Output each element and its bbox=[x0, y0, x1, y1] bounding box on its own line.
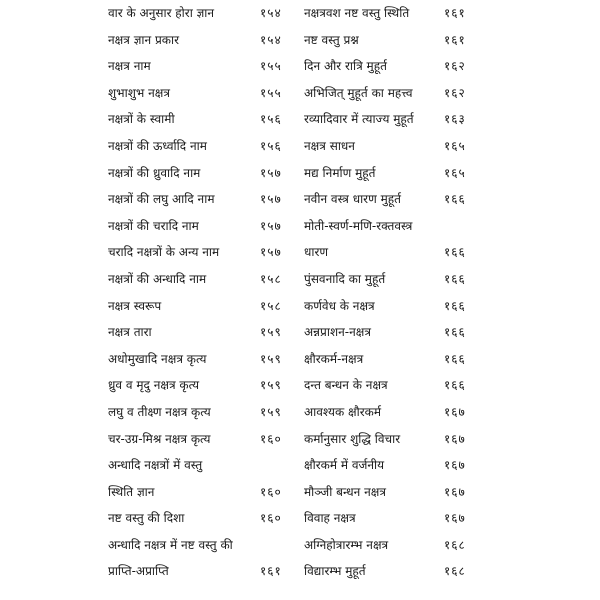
toc-entry-title: आवश्यक क्षौरकर्म bbox=[304, 404, 382, 419]
toc-entry bbox=[304, 213, 480, 240]
toc-entry-page: १६८ bbox=[444, 564, 466, 579]
toc-entry-page: १६१ bbox=[444, 6, 466, 20]
toc-entry bbox=[108, 319, 298, 346]
toc-entry-page: १५८ bbox=[260, 298, 282, 313]
toc-entry-title: शुभाशुभ नक्षत्र bbox=[108, 85, 171, 100]
toc-entry-title: नक्षत्रों की ध्रुवादि नाम bbox=[108, 165, 201, 180]
toc-entry-title: नक्षत्रों के स्वामी bbox=[108, 112, 175, 127]
toc-entry-page: १५६ bbox=[260, 138, 282, 153]
toc-entry-title: अन्धादि नक्षत्र में नष्ट वस्तु की bbox=[108, 537, 233, 552]
toc-entry bbox=[304, 346, 480, 373]
toc-entry bbox=[108, 452, 298, 479]
toc-entry-page: १६७ bbox=[444, 511, 466, 526]
toc-entry-title: स्थिति ज्ञान bbox=[108, 484, 155, 499]
toc-entry bbox=[304, 452, 480, 479]
toc-entry-title: ध्रुव व मृदु नक्षत्र कृत्य bbox=[108, 378, 200, 393]
toc-entry-page: १६६ bbox=[444, 192, 466, 207]
toc-entry-page: १६७ bbox=[444, 431, 466, 446]
toc-entry-page: १५९ bbox=[260, 325, 282, 340]
toc-entry-title: अधोमुखादि नक्षत्र कृत्य bbox=[108, 351, 207, 366]
toc-entry-title: अग्निहोत्रारम्भ नक्षत्र bbox=[304, 537, 389, 552]
toc-entry bbox=[108, 213, 298, 240]
toc-entry-title: अन्नप्राशन-नक्षत्र bbox=[304, 325, 371, 340]
toc-entry bbox=[108, 346, 298, 373]
toc-entry-page: १६० bbox=[260, 511, 282, 526]
toc-entry bbox=[108, 106, 298, 133]
toc-entry bbox=[108, 426, 298, 453]
toc-entry bbox=[108, 293, 298, 320]
toc-entry-title: मद्य निर्माण मुहूर्त bbox=[304, 165, 376, 180]
toc-entry-title: अभिजित् मुहूर्त का महत्त्व bbox=[304, 85, 413, 100]
toc-entry-title: नक्षत्रों की ऊर्ध्वादि नाम bbox=[108, 138, 207, 153]
toc-entry-page: १६६ bbox=[444, 245, 466, 260]
toc-entry-title: नक्षत्र ज्ञान प्रकार bbox=[108, 32, 180, 47]
toc-entry-title: नक्षत्रवश नष्ट वस्तु स्थिति bbox=[304, 6, 410, 20]
toc-entry-title: नक्षत्र नाम bbox=[108, 59, 151, 74]
toc-entry-title: नष्ट वस्तु की दिशा bbox=[108, 511, 185, 526]
toc-entry-page: १६८ bbox=[444, 537, 466, 552]
toc-entry-title: नक्षत्रों की अन्धादि नाम bbox=[108, 271, 207, 286]
toc-entry bbox=[108, 186, 298, 213]
toc-entry-page: १६६ bbox=[444, 271, 466, 286]
toc-entry-page: १६६ bbox=[444, 325, 466, 340]
toc-entry-page: १५६ bbox=[260, 112, 282, 127]
toc-entry-page: १५९ bbox=[260, 378, 282, 393]
toc-entry bbox=[108, 53, 298, 80]
toc-entry bbox=[304, 106, 480, 133]
toc-entry-title: विवाह नक्षत्र bbox=[304, 511, 356, 526]
toc-left-column bbox=[108, 0, 298, 585]
toc-entry bbox=[108, 558, 298, 585]
toc-entry-page: १५४ bbox=[260, 32, 282, 47]
toc-entry-title: दन्त बन्धन के नक्षत्र bbox=[304, 378, 388, 393]
toc-entry-title: क्षौरकर्म-नक्षत्र bbox=[304, 351, 364, 366]
toc-entry bbox=[304, 293, 480, 320]
toc-entry bbox=[304, 133, 480, 160]
toc-entry-title: पुंसवनादि का मुहूर्त bbox=[304, 271, 386, 286]
toc-entry bbox=[304, 532, 480, 559]
toc-entry-title: मौञ्जी बन्धन नक्षत्र bbox=[304, 484, 387, 499]
toc-entry bbox=[304, 53, 480, 80]
toc-entry-title: नक्षत्र स्वरूप bbox=[108, 298, 162, 313]
toc-entry-page: १६० bbox=[260, 431, 282, 446]
toc-entry-page: १६६ bbox=[444, 298, 466, 313]
toc-entry-title: नक्षत्र साधन bbox=[304, 138, 355, 153]
toc-entry bbox=[304, 319, 480, 346]
toc-entry bbox=[108, 160, 298, 187]
toc-entry-title: धारण bbox=[304, 245, 329, 260]
toc-entry bbox=[304, 426, 480, 453]
toc-entry-page: १५९ bbox=[260, 404, 282, 419]
toc-entry bbox=[304, 558, 480, 585]
toc-entry bbox=[108, 0, 298, 27]
toc-entry bbox=[304, 160, 480, 187]
toc-entry-page: १६७ bbox=[444, 404, 466, 419]
toc-entry-page: १६५ bbox=[444, 165, 466, 180]
toc-entry-title: विद्यारम्भ मुहूर्त bbox=[304, 564, 366, 579]
toc-entry-page: १६२ bbox=[444, 59, 466, 74]
toc-entry-title: क्षौरकर्म में वर्जनीय bbox=[304, 458, 385, 473]
toc-entry-page: १६७ bbox=[444, 484, 466, 499]
toc-entry-title: रव्यादिवार में त्याज्य मुहूर्त bbox=[304, 112, 414, 127]
toc-entry bbox=[304, 399, 480, 426]
toc-entry bbox=[108, 372, 298, 399]
toc-entry bbox=[304, 239, 480, 266]
toc-entry-page: १६१ bbox=[260, 564, 282, 579]
toc-entry bbox=[304, 505, 480, 532]
toc-entry-page: १५७ bbox=[260, 192, 282, 207]
toc-entry bbox=[108, 399, 298, 426]
toc-entry-page: १५७ bbox=[260, 245, 282, 260]
toc-entry-page: १६७ bbox=[444, 458, 466, 473]
toc-right-column bbox=[304, 0, 480, 585]
toc-entry bbox=[108, 532, 298, 559]
toc-entry-page: १५९ bbox=[260, 351, 282, 366]
toc-entry-page: १६५ bbox=[444, 138, 466, 153]
toc-entry bbox=[304, 186, 480, 213]
toc-entry-title: नक्षत्रों की चरादि नाम bbox=[108, 218, 199, 233]
toc-entry bbox=[304, 479, 480, 506]
toc-entry bbox=[108, 27, 298, 54]
toc-entry-page: १५४ bbox=[260, 6, 282, 20]
toc-entry-title: प्राप्ति-अप्राप्ति bbox=[108, 564, 169, 579]
toc-entry-page: १६१ bbox=[444, 32, 466, 47]
toc-entry bbox=[108, 80, 298, 107]
toc-entry bbox=[108, 505, 298, 532]
toc-entry bbox=[108, 266, 298, 293]
toc-entry-title: मोती-स्वर्ण-मणि-रक्तवस्त्र bbox=[304, 218, 413, 233]
toc-entry-page: १५८ bbox=[260, 271, 282, 286]
toc-entry bbox=[304, 0, 480, 27]
toc-entry bbox=[108, 133, 298, 160]
toc-entry-title: दिन और रात्रि मुहूर्त bbox=[304, 59, 387, 74]
toc-entry-page: १६६ bbox=[444, 378, 466, 393]
toc-entry-page: १५५ bbox=[260, 59, 282, 74]
toc-entry-title: नष्ट वस्तु प्रश्न bbox=[304, 32, 359, 47]
toc-entry-title: कर्णवेध के नक्षत्र bbox=[304, 298, 375, 313]
toc-entry-page: १६२ bbox=[444, 85, 466, 100]
toc-entry-title: नवीन वस्त्र धारण मुहूर्त bbox=[304, 192, 401, 207]
toc-entry-title: नक्षत्र तारा bbox=[108, 325, 152, 340]
toc-entry-title: लघु व तीक्ष्ण नक्षत्र कृत्य bbox=[108, 404, 211, 419]
toc-entry-page: १६६ bbox=[444, 351, 466, 366]
toc-entry-page: १६३ bbox=[444, 112, 466, 127]
toc-entry bbox=[108, 239, 298, 266]
toc-entry-title: चरादि नक्षत्रों के अन्य नाम bbox=[108, 245, 220, 260]
toc-entry-title: नक्षत्रों की लघु आदि नाम bbox=[108, 192, 215, 207]
toc-entry bbox=[304, 372, 480, 399]
toc-entry bbox=[108, 479, 298, 506]
toc-entry-title: अन्धादि नक्षत्रों में वस्तु bbox=[108, 458, 203, 473]
toc-entry-title: कर्मानुसार शुद्धि विचार bbox=[304, 431, 401, 446]
toc-entry-page: १५७ bbox=[260, 218, 282, 233]
toc-entry bbox=[304, 27, 480, 54]
toc-entry bbox=[304, 266, 480, 293]
toc-entry-title: वार के अनुसार होरा ज्ञान bbox=[108, 6, 215, 20]
toc-entry-page: १५७ bbox=[260, 165, 282, 180]
toc-entry bbox=[304, 80, 480, 107]
toc-entry-title: चर-उग्र-मिश्र नक्षत्र कृत्य bbox=[108, 431, 211, 446]
toc-entry-page: १६० bbox=[260, 484, 282, 499]
toc-entry-page: १५५ bbox=[260, 85, 282, 100]
